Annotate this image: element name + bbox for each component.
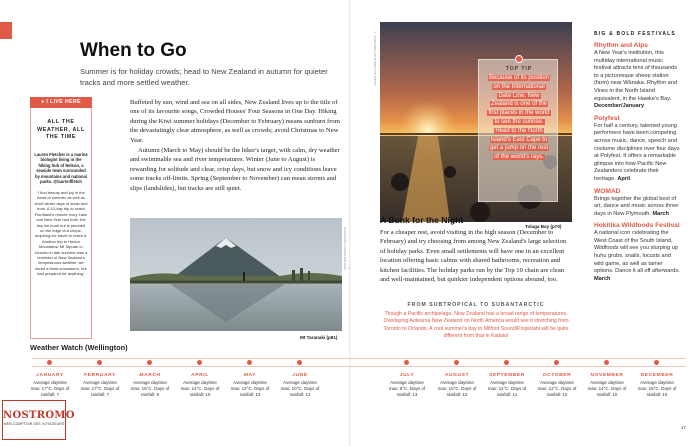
main-body	[130, 98, 342, 194]
mountain-illustration	[130, 218, 342, 331]
photo-credit: LAURA HILLSON/SHUTTERSTOCK ©	[373, 30, 377, 86]
top-tip-box	[478, 59, 558, 202]
month-stat-line: max: 10°C. Days of	[280, 385, 320, 391]
month-stats	[433, 380, 481, 397]
weather-month	[583, 373, 631, 397]
festival-desc	[594, 50, 680, 111]
month-stats	[583, 380, 631, 397]
month-name: DECEMBER	[640, 373, 674, 378]
weather-dot-icon	[604, 360, 609, 365]
photo-caption: Mt Taranaki (p81)	[300, 335, 338, 340]
mt-taranaki-photo	[130, 218, 342, 331]
month-stats	[483, 380, 531, 397]
month-name: JANUARY	[36, 373, 64, 378]
month-name: AUGUST	[444, 373, 470, 378]
month-stat-line: rainfall: 12	[546, 391, 568, 397]
weather-month	[126, 373, 174, 397]
month-stat-line: rainfall: 13	[396, 391, 418, 397]
weather-month	[76, 373, 124, 397]
section-tab	[0, 22, 12, 39]
month-stat-line: max: 11°C. Days of	[487, 385, 527, 391]
festivals-column	[594, 30, 680, 283]
month-name: JULY	[399, 373, 415, 378]
festival-when: April	[617, 175, 631, 182]
festival-text: A New Year's institution, this multiday international music festival attracts tens of thousands to a picturesque sheep station (farm) near Wānaka. Rhythm and Vines in the North Island equivalent, in the Hawke's Bay.	[594, 50, 678, 102]
i-live-here-box	[30, 97, 92, 339]
intro-text: Summer is for holiday crowds; head to New Zealand in autumn for quieter tracks and more settled weather.	[80, 67, 328, 87]
festival-desc	[594, 123, 680, 184]
month-stat-line: max: 14°C. Days of	[587, 385, 627, 391]
weather-dot-icon	[197, 360, 202, 365]
weather-month	[433, 373, 481, 397]
watermark-name: NOSTROMO	[3, 410, 75, 421]
subtropical-text: Though a Pacific archipelago, New Zealand has a broad range of temperatures. Overlaying Aotearoa New Zealand on North America would see it stretching from Toronto to Orlando. A cool summer's day in Milford Sound/Piopiotahi will be quite different from that in Kaitaia!	[383, 311, 569, 340]
festival-name: Hokitika Wildfoods Festival	[594, 222, 680, 230]
month-stat-line: max: 16°C. Days of	[130, 385, 170, 391]
month-stat-line: Average daytime	[490, 380, 524, 385]
weather-month	[533, 373, 581, 397]
month-stat-line: max: 10°C. Days of	[437, 385, 477, 391]
month-stats	[383, 380, 431, 397]
month-name: SEPTEMBER	[489, 373, 525, 378]
festival-text: Brings together the global best of art, dance and music across three days in New Plymouth.	[594, 195, 679, 217]
weather-title: Weather Watch (Wellington)	[30, 343, 128, 352]
month-stats	[533, 380, 581, 397]
month-stat-line: max: 17°C. Days of	[80, 385, 120, 391]
month-name: MARCH	[139, 373, 161, 378]
festival-name: Rhythm and Alps	[594, 42, 648, 49]
body-paragraph: Buffeted by sun, wind and sea on all sides, New Zealand lives up to the title of one of its favourite songs, Crowded Houses' Four Seasons in One Day. Hiking during the Kiwi summer holidays (December to February) means sunburn from the devastatingly clear atmosphere, as well as crowds; avoid Christmas to New Year.	[130, 99, 340, 144]
month-stat-line: Average daytime	[640, 380, 674, 385]
month-stat-line: Average daytime	[183, 380, 217, 385]
month-stats	[276, 380, 324, 397]
i-live-here-label: I LIVE HERE	[46, 99, 82, 105]
bunk-title: A Bunk for the Night	[380, 215, 464, 225]
i-live-here-author: Lauren Fletcher is a marine biologist living in the hiking hub of Nelson, a seaside town surrounded by mountains and national parks. @laurenffletch	[34, 151, 88, 185]
month-name: OCTOBER	[542, 373, 572, 378]
weather-dot-icon	[247, 360, 252, 365]
weather-dot-icon	[454, 360, 459, 365]
month-stat-line: Average daytime	[133, 380, 167, 385]
festival-name: Polyfest	[594, 114, 620, 122]
i-live-here-title: ALL THE WEATHER, ALL THE TIME	[37, 119, 85, 140]
month-stat-line: max: 17°C. Days of	[30, 385, 70, 391]
i-live-here-header	[30, 97, 92, 108]
location-pin-icon: ●	[40, 99, 47, 105]
month-stats	[633, 380, 681, 397]
weather-dot-icon	[654, 360, 659, 365]
weather-month	[383, 373, 431, 397]
month-stats	[176, 380, 224, 397]
weather-dot-icon	[47, 360, 52, 365]
month-stat-line: Average daytime	[283, 380, 317, 385]
festival-text: For half a century, talented young performers have been competing across music, dance, speech and costume disciplines over four days at Polyfest. It offers a remarkable glimpse into how Pacific New Zealanders celebrate their heritage.	[594, 122, 680, 182]
weather-month	[633, 373, 681, 397]
top-tip-body: Because of its position on the International Date Line, New Zealand is one of the first places in the world to see the sunrise. Head to the North Island's East Cape to get a jump on the rest of the world's rays.	[488, 75, 550, 161]
weather-dot-icon	[297, 360, 302, 365]
watermark-tagline: WEB-COMPTOIR DES VOYAGEURS	[3, 422, 65, 426]
page-number: 17	[681, 425, 686, 430]
month-stat-line: rainfall: 13	[239, 391, 261, 397]
weather-month	[176, 373, 224, 397]
month-stat-line: max: 12°C. Days of	[230, 385, 270, 391]
month-stat-line: rainfall: 11	[496, 391, 518, 397]
month-stat-line: Average daytime	[233, 380, 267, 385]
month-stat-line: rainfall: 10	[646, 391, 668, 397]
weather-dot-icon	[404, 360, 409, 365]
top-tip-text	[487, 74, 551, 162]
month-stat-line: Average daytime	[540, 380, 574, 385]
month-name: JUNE	[292, 373, 308, 378]
festival-desc	[594, 230, 680, 283]
weather-month	[483, 373, 531, 397]
month-stats	[126, 380, 174, 397]
weather-dot-icon	[147, 360, 152, 365]
month-stat-line: rainfall: 12	[446, 391, 468, 397]
top-tip-label: TOP TIP	[505, 66, 533, 72]
month-name: APRIL	[191, 373, 209, 378]
festival-when: March	[594, 275, 611, 282]
weather-month	[26, 373, 74, 397]
month-name: NOVEMBER	[590, 373, 624, 378]
month-name: FEBRUARY	[84, 373, 116, 378]
festival-name: WOMAD	[594, 187, 621, 195]
weather-month	[226, 373, 274, 397]
weather-timeline	[32, 358, 686, 367]
month-stat-line: max: 9°C. Days of	[388, 385, 426, 391]
month-stat-line: max: 16°C. Days of	[637, 385, 677, 391]
month-stat-line: Average daytime	[440, 380, 474, 385]
month-stat-line: rainfall: 10	[596, 391, 618, 397]
festivals-title: BIG & BOLD FESTIVALS	[594, 31, 676, 37]
photo-caption: Tolaga Bay (p70)	[525, 224, 562, 229]
bunk-text: For a cheaper rest, avoid visiting in the high season (December to February) and try choosing from among New Zealand's large selection of holiday parks. Even small settlements will have one in an excellent location offering basic cabins with shared bathrooms, recreation and kitchen facilities. The holiday parks run by the Top 10 chain are clean and well-maintained, but quirkier independent options abound, too.	[380, 229, 567, 284]
month-stats	[26, 380, 74, 397]
nostromo-watermark	[2, 400, 75, 440]
festival-text: A national icon celebrating the West Coast of the South Island, Wildfoods will see you slurping up huhu grubs, snails, locusts and wild game, as well as tamer options. Dance it all off afterwards.	[594, 230, 680, 275]
month-stat-line: rainfall: 13	[289, 391, 311, 397]
month-stat-line: rainfall: 7	[40, 391, 60, 397]
page-title: When to Go	[80, 40, 187, 61]
month-stats	[226, 380, 274, 397]
month-name: MAY	[243, 373, 257, 378]
weather-dot-icon	[554, 360, 559, 365]
month-stat-line: Average daytime	[390, 380, 424, 385]
month-stat-line: max: 12°C. Days of	[537, 385, 577, 391]
month-stat-line: Average daytime	[33, 380, 67, 385]
month-stat-line: Average daytime	[83, 380, 117, 385]
i-live-here-quote: 'I find beauty and joy in the heart of summer as well as short winter days of snow and frost. A 10-day trip to reach Fiordland's remote Ivory Lake one New Year had both: the tiny ice bunk hut is perched on the edge of a cirque, requiring ice travel to reach it. Another trip to Hector Mountains/ Mt Tapuae-o-Uenuku in late summer was a reminder of New Zealand's tempestuous weather; we faced a freak snowstorm, but had prepared for anything.'	[34, 190, 88, 277]
photo-credit: ZASTAVKIN/SHUTTERSTOCK ©	[343, 226, 351, 270]
sun-icon	[515, 55, 523, 63]
month-stat-line: rainfall: 7	[90, 391, 110, 397]
body-paragraph: Autumn (March to May) should be the hiker's target, with calm, dry weather and swimmable sea and river temperatures. Winter (June to August) is rewarding for solitude and clear, crisp days, but snow and icy conditions leave some tracks off-limits. Spring (September to November) can mean storms and slips (landslides), but tracks are still quiet.	[130, 147, 340, 192]
month-stat-line: max: 14°C. Days of	[180, 385, 220, 391]
month-stats	[76, 380, 124, 397]
festival-when: March	[652, 210, 669, 217]
weather-dot-icon	[97, 360, 102, 365]
weather-month	[276, 373, 324, 397]
festival-when: December/January	[594, 103, 645, 110]
month-stat-line: Average daytime	[590, 380, 624, 385]
month-stat-line: rainfall: 10	[189, 391, 211, 397]
weather-dot-icon	[504, 360, 509, 365]
subtropical-heading: FROM SUBTROPICAL TO SUBANTARCTIC	[407, 302, 545, 308]
festival-desc	[594, 196, 680, 219]
month-stat-line: rainfall: 9	[140, 391, 160, 397]
